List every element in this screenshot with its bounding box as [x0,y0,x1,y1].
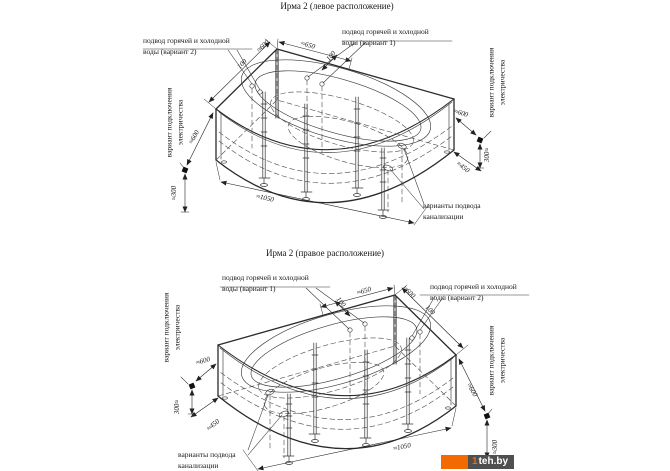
watermark-logo [441,455,514,469]
diagram-title-left: Ирма 2 (левое расположение) [280,1,394,11]
dim-300-right: 300≈ [483,147,491,163]
dim-300-left: ≈300 [170,185,178,201]
label-electric-left-b: вариант подключения электричества [161,292,181,363]
label-sewer: варианты подвода канализации [423,201,481,221]
dim-1050-bottom-b: ≈1050 [392,441,412,453]
dim-100-mid: 100 [324,49,338,63]
label-hot-cold-v1: подвод горячей и холодной воды (вариант 1) [342,27,429,47]
dim-100-mid-b: 100 [334,295,348,309]
dim-300-left-b: 300≈ [173,399,181,415]
dim-600-right-b: ≈600 [464,381,480,399]
label-electric-right: вариант подключения электричества [486,47,506,118]
dim-650-top-b: ≈650 [356,285,372,297]
dim-600-left: ≈600 [186,128,202,146]
diagram-title-right: Ирма 2 (правое расположение) [265,248,384,258]
dim-600-left-b: ≈600 [194,355,212,367]
dim-450-left-b: ≈450 [204,417,222,433]
dim-300-right-b: ≈300 [491,439,499,455]
watermark-domain: teh.by [478,456,509,467]
dim-600-top-left: ≈600 [255,38,271,54]
dim-100-top-left: 100 [235,57,249,71]
label-electric-right-b: вариант подключения электричества [486,325,506,396]
label-electric-left: вариант подключения электричества [164,87,184,158]
label-hot-cold-v2: подвод горячей и холодной воды (вариант 2) [143,36,230,56]
bathtub-isometric-right [181,285,529,471]
dim-100-top-right-b: 100 [423,303,437,317]
label-hot-cold-v2-b: подвод горячей и холодной воды (вариант 2) [430,282,517,302]
dim-600-right: ≈600 [452,107,470,119]
watermark-accent-block [441,455,468,469]
dimension-lines [181,39,484,225]
label-hot-cold-v1-b: подвод горячей и холодной воды (вариант 1) [222,273,309,293]
dim-1050-bottom: ≈1050 [255,192,275,204]
dim-450-right: ≈450 [454,159,472,175]
dim-650-top: ≈650 [300,39,316,51]
watermark-text-bar [468,455,514,469]
watermark-prefix: 1 [472,456,478,467]
dim-600-top-right-b: ≈600 [401,284,417,300]
label-sewer-b: варианты подвода канализации [178,450,236,470]
